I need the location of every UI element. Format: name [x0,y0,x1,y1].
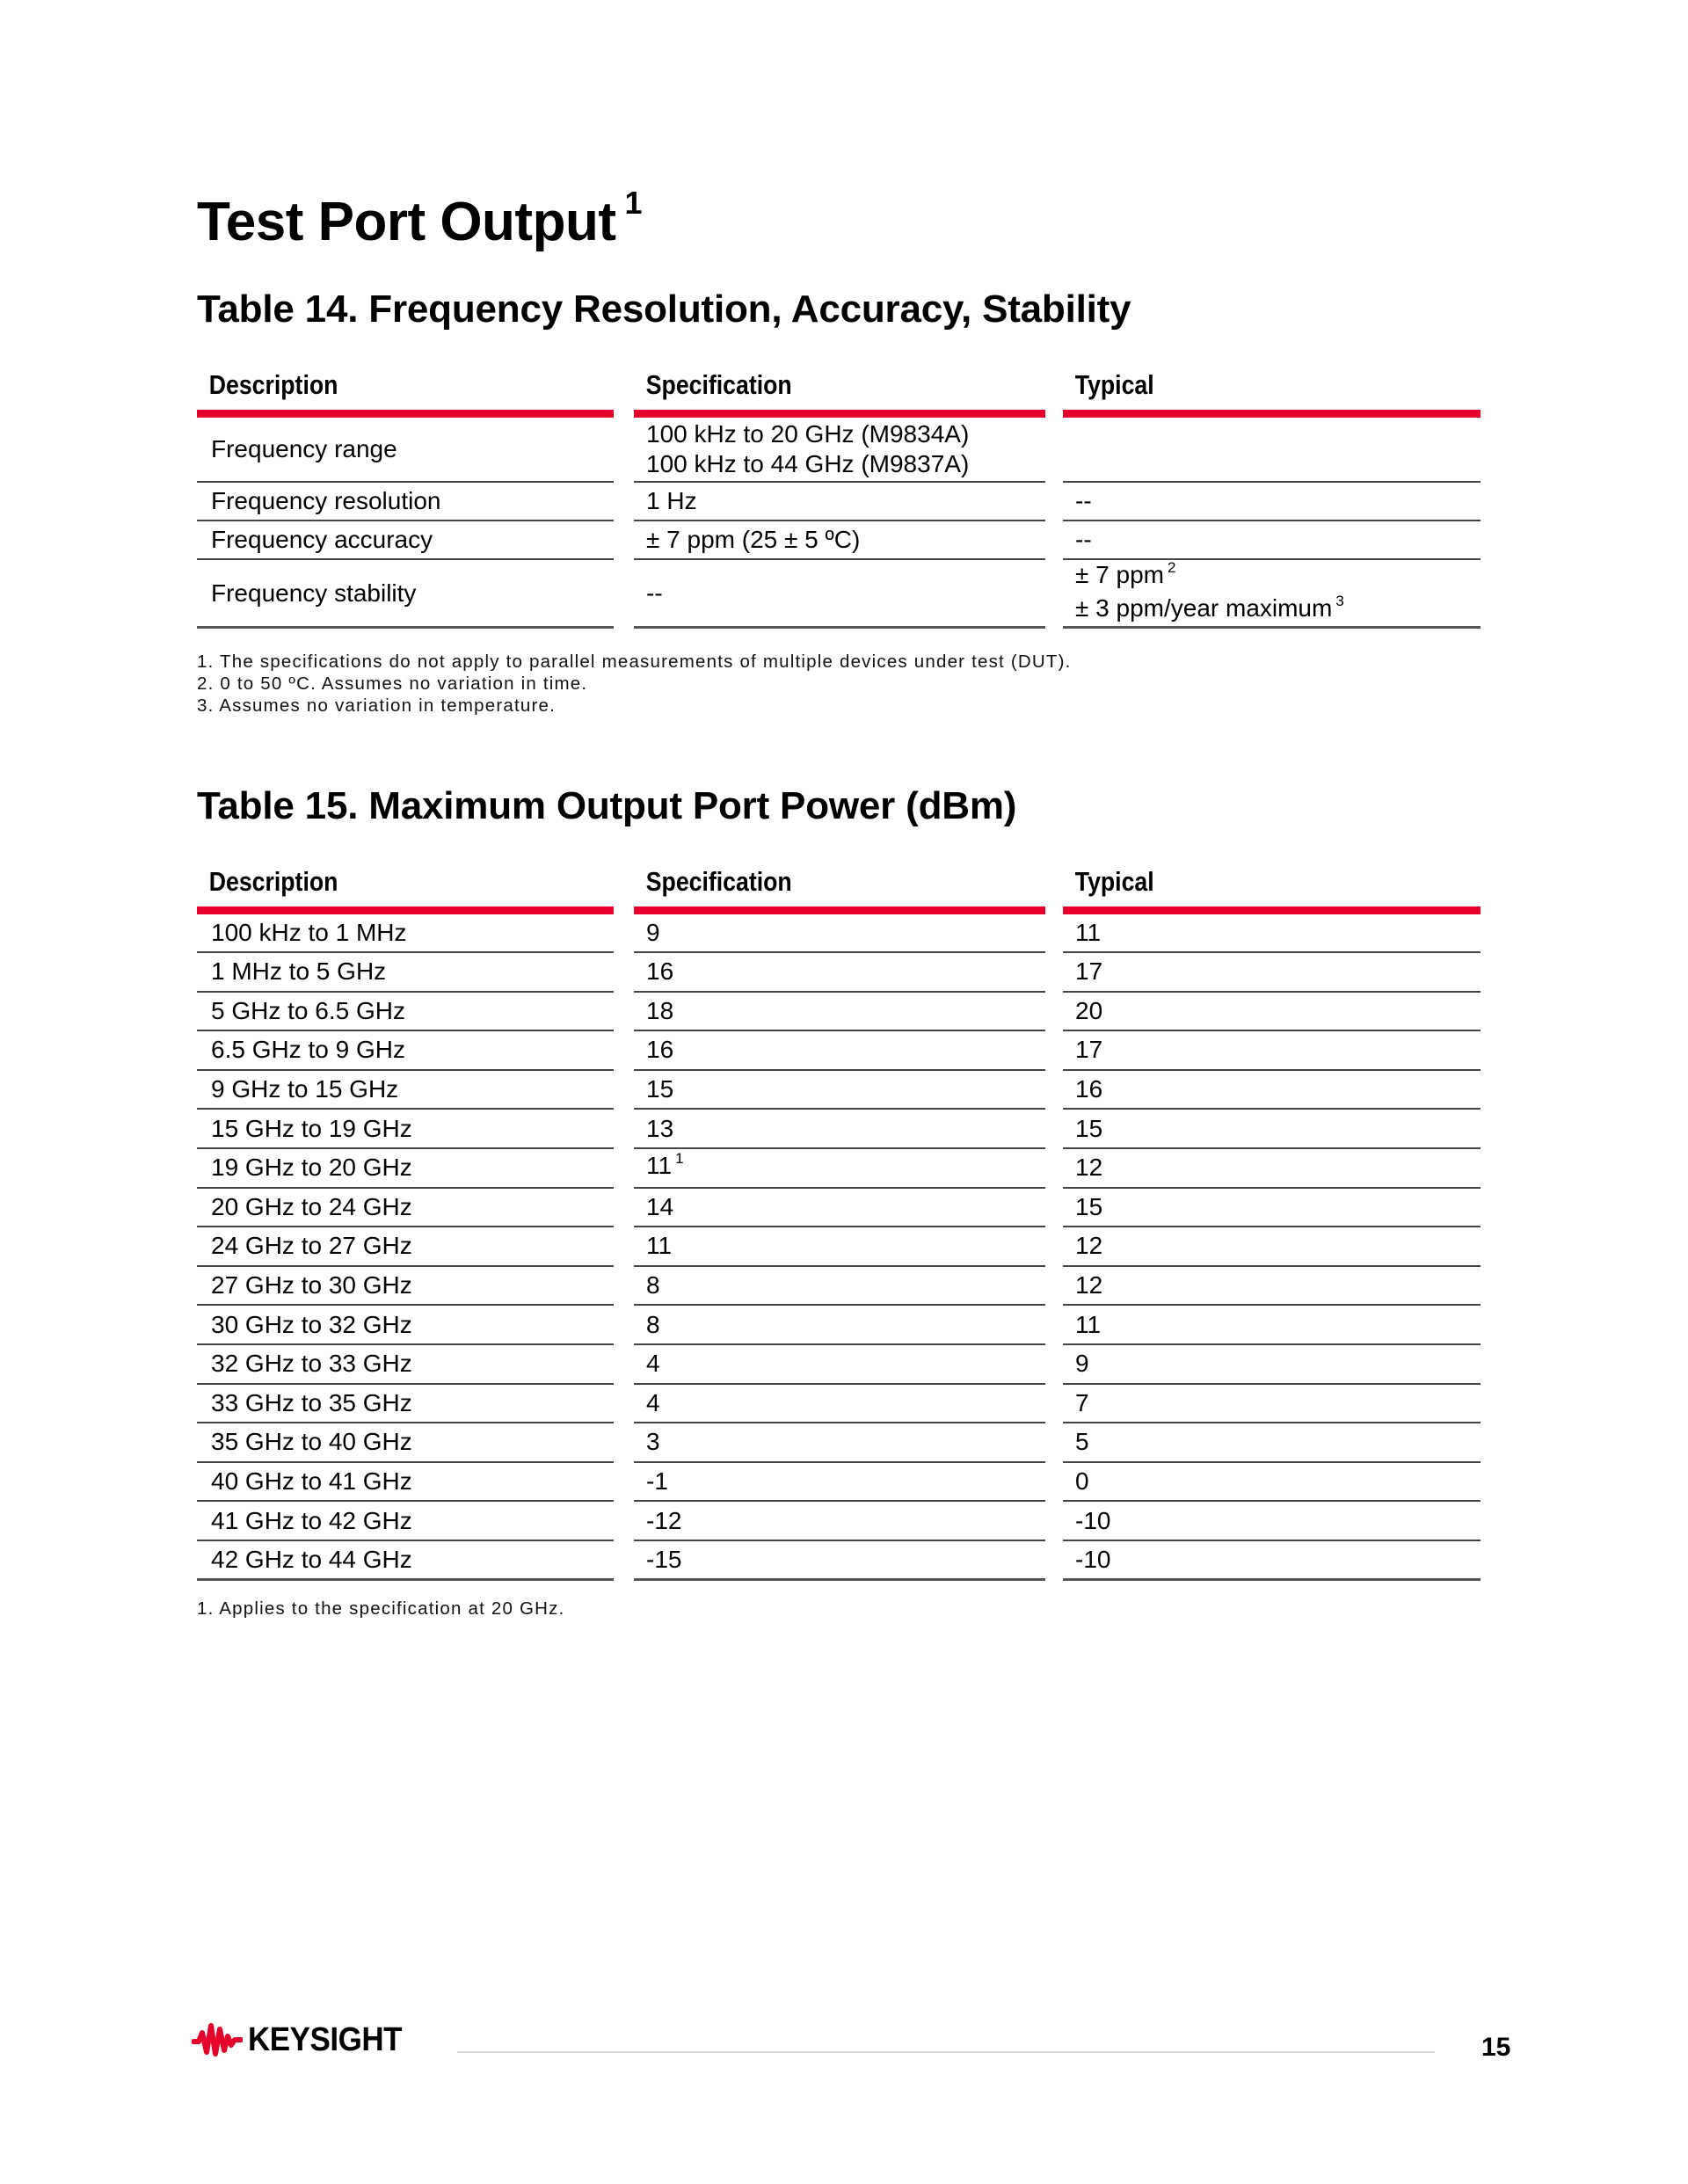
cell-text: 16 [1075,1075,1103,1103]
cell-line [197,918,614,948]
page-number: 15 [1481,2033,1511,2062]
table-row [195,1345,1481,1385]
cell-text: 27 GHz to 30 GHz [211,1271,412,1299]
typical-cell [1063,1541,1481,1581]
cell-line [197,1310,614,1340]
description-cell [197,1306,614,1345]
header-cell [634,857,1045,906]
table-row [195,1149,1481,1189]
typical-cell [1063,1227,1481,1267]
specification-cell [634,1345,1045,1385]
cell-line [197,1231,614,1261]
cell-line [634,525,1045,555]
cell-line [1063,1427,1481,1457]
cell-line [197,486,614,516]
specification-cell [634,1071,1045,1110]
typical-cell [1063,521,1481,560]
cell-text: 100 kHz to 1 MHz [211,919,407,946]
table-row [195,906,1481,953]
cell-line [197,1192,614,1222]
cell-text: 12 [1075,1232,1103,1260]
specification-cell [634,1149,1045,1189]
cell-text: 15 [1075,1192,1103,1220]
cell-text: 15 GHz to 19 GHz [211,1114,412,1142]
typical-cell [1063,1149,1481,1189]
cell-text: 17 [1075,957,1103,986]
cell-line [634,449,1045,479]
cell-text: 12 [1075,1271,1103,1299]
table-row [195,1541,1481,1581]
typical-cell [1063,1345,1481,1385]
cell-line [634,1192,1045,1222]
cell-line [1063,1192,1481,1222]
cell-text: -10 [1075,1506,1111,1534]
cell-line [197,1427,614,1457]
cell-text: 42 GHz to 44 GHz [211,1545,412,1573]
cell-line [197,1467,614,1496]
specification-cell [634,1227,1045,1267]
table-header-row [195,360,1481,410]
cell-text: 13 [646,1114,674,1142]
specification-cell [634,1031,1045,1071]
table-row [195,1110,1481,1149]
typical-cell [1063,1423,1481,1463]
cell-text: 8 [646,1310,660,1338]
table-row [195,1267,1481,1307]
cell-text: 19 GHz to 20 GHz [211,1154,412,1182]
cell-text: 33 GHz to 35 GHz [211,1388,412,1416]
cell-line [634,1151,1045,1184]
cell-text: 17 [1075,1036,1103,1064]
typical-cell [1063,1502,1481,1541]
specification-cell [634,1463,1045,1503]
typical-cell [1063,1385,1481,1424]
cell-line [634,486,1045,516]
cell-line [634,1349,1045,1379]
cell-line [634,1231,1045,1261]
table-row [195,993,1481,1032]
table-row [195,1071,1481,1110]
description-cell [197,1149,614,1189]
column-header: Specification [645,369,792,400]
description-cell [197,521,614,560]
typical-cell [1063,1189,1481,1228]
description-cell [197,1345,614,1385]
cell-line [1063,918,1481,948]
cell-line [634,996,1045,1026]
table-row [195,1306,1481,1345]
cell-text: 1 Hz [646,487,697,514]
cell-line [1063,1545,1481,1575]
table-14-title: Table 14. Frequency Resolution, Accuracy, Stability [197,288,1131,331]
cell-text: 1 MHz to 5 GHz [211,957,387,986]
cell-line [1063,996,1481,1026]
description-cell [197,1463,614,1503]
cell-line [197,957,614,986]
column-header: Typical [1074,369,1154,400]
specification-cell [634,1267,1045,1307]
footnote-marker: 3 [1335,592,1344,609]
cell-line [197,1545,614,1575]
cell-line [1063,1074,1481,1104]
cell-text: 24 GHz to 27 GHz [211,1232,412,1260]
cell-text: -- [1075,526,1092,553]
title-footnote-marker: 1 [624,185,642,221]
cell-text: 5 [1075,1428,1089,1456]
cell-text: 7 [1075,1388,1089,1416]
cell-line [634,419,1045,449]
table-row [195,1031,1481,1071]
cell-line [1063,486,1481,516]
cell-line [634,579,1045,608]
cell-line [634,1427,1045,1457]
cell-text: -15 [646,1545,682,1573]
table-row [195,483,1481,521]
cell-text: 12 [1075,1154,1103,1182]
cell-text: Frequency range [211,435,397,462]
cell-text: 11 [646,1232,673,1260]
page-title [197,185,642,252]
cell-text: 18 [646,996,674,1024]
cell-text: 40 GHz to 41 GHz [211,1467,412,1496]
description-cell [197,560,614,629]
brand-name: KEYSIGHT [248,2020,403,2058]
cell-text: 20 GHz to 24 GHz [211,1192,412,1220]
specification-cell [634,993,1045,1032]
typical-cell [1063,1463,1481,1503]
cell-line [1063,1231,1481,1261]
specification-cell [634,483,1045,521]
header-cell [1063,360,1481,410]
cell-line [1063,957,1481,986]
cell-line [197,1074,614,1104]
cell-line [634,1310,1045,1340]
table-row [195,1423,1481,1463]
cell-line [634,1545,1045,1575]
cell-line [1063,525,1481,555]
description-cell [197,1423,614,1463]
footnote-marker: 2 [1167,558,1176,576]
cell-text: -10 [1075,1545,1111,1573]
table-15-footnotes [197,1598,564,1620]
cell-line [1063,1349,1481,1379]
specification-cell [634,953,1045,993]
description-cell [197,483,614,521]
typical-cell [1063,1031,1481,1071]
description-cell [197,410,614,483]
typical-cell [1063,953,1481,993]
typical-cell [1063,906,1481,953]
cell-text: 15 [1075,1114,1103,1142]
cell-text: 16 [646,957,674,986]
table-row [195,1227,1481,1267]
cell-text: 35 GHz to 40 GHz [211,1428,412,1456]
cell-line [197,1035,614,1065]
cell-line [1063,560,1481,593]
table-row [195,953,1481,993]
column-header: Description [208,866,338,897]
cell-line [197,434,614,464]
cell-text: 100 kHz to 20 GHz (M9834A) [646,420,970,448]
specification-cell [634,521,1045,560]
header-cell [634,360,1045,410]
cell-text: 100 kHz to 44 GHz (M9837A) [646,450,970,477]
cell-text: ± 7 ppm [1075,560,1164,588]
typical-cell [1063,1110,1481,1149]
table-row [195,521,1481,560]
cell-text: 16 [646,1036,674,1064]
table-row [195,410,1481,483]
cell-line [1063,1114,1481,1144]
footnote: 1. The specifications do not apply to parallel measurements of multiple devices under test (DUT). [197,652,1072,672]
cell-text: 3 [646,1428,660,1456]
cell-text: 0 [1075,1467,1089,1496]
footnote: 2. 0 to 50 ºC. Assumes no variation in time. [197,673,588,694]
cell-line [634,918,1045,948]
typical-cell [1063,483,1481,521]
header-cell [197,857,614,906]
description-cell [197,953,614,993]
typical-cell [1063,1306,1481,1345]
description-cell [197,1031,614,1071]
cell-line [197,1114,614,1144]
description-cell [197,1502,614,1541]
cell-line [634,1388,1045,1418]
description-cell [197,906,614,953]
cell-text: Frequency accuracy [211,526,433,553]
cell-line [197,996,614,1026]
page-title-text: Test Port Output [197,192,616,252]
header-cell [1063,857,1481,906]
cell-line [634,1074,1045,1104]
cell-text: 14 [646,1192,674,1220]
description-cell [197,1227,614,1267]
cell-line [634,1506,1045,1536]
cell-text: 11 [646,1152,673,1180]
footnote-marker: 1 [675,1150,684,1168]
cell-line [634,1114,1045,1144]
specification-cell [634,906,1045,953]
table-row [195,560,1481,629]
cell-text: ± 7 ppm (25 ± 5 ºC) [646,526,861,553]
description-cell [197,1071,614,1110]
cell-text: 8 [646,1271,660,1299]
typical-cell [1063,410,1481,483]
cell-text: 6.5 GHz to 9 GHz [211,1036,405,1064]
specification-cell [634,1541,1045,1581]
cell-line [1063,1310,1481,1340]
specification-cell [634,1385,1045,1424]
cell-line [1063,1035,1481,1065]
cell-line [197,1388,614,1418]
cell-text: 4 [646,1388,660,1416]
cell-line [1063,593,1481,627]
cell-line [1063,1270,1481,1300]
cell-text: 5 GHz to 6.5 GHz [211,996,405,1024]
table-14-footnotes [197,651,1072,717]
column-header: Description [208,369,338,400]
footnote: 1. Applies to the specification at 20 GHz. [197,1598,565,1619]
cell-text: 9 [646,919,660,946]
cell-text: 9 GHz to 15 GHz [211,1075,399,1103]
cell-text: 9 [1075,1350,1089,1378]
cell-line [634,1467,1045,1496]
cell-line [197,1506,614,1536]
keysight-logo [192,2016,415,2064]
cell-text: -1 [646,1467,668,1496]
typical-cell [1063,1267,1481,1307]
cell-text: -- [646,579,663,607]
table-14 [195,360,1481,629]
specification-cell [634,1306,1045,1345]
cell-line [197,1349,614,1379]
table-row [195,1502,1481,1541]
cell-text: 11 [1075,1310,1102,1338]
typical-cell [1063,560,1481,629]
specification-cell [634,1110,1045,1149]
cell-text: 15 [646,1075,674,1103]
table-row [195,1385,1481,1424]
description-cell [197,993,614,1032]
cell-line [634,957,1045,986]
table-15 [195,857,1481,1581]
table-row [195,1189,1481,1228]
cell-text: ± 3 ppm/year maximum [1075,593,1333,622]
description-cell [197,1385,614,1424]
description-cell [197,1110,614,1149]
table-header-row [195,857,1481,906]
cell-text: 41 GHz to 42 GHz [211,1506,412,1534]
specification-cell [634,1189,1045,1228]
cell-text: 11 [1075,919,1102,946]
specification-cell [634,1502,1045,1541]
header-cell [197,360,614,410]
cell-text: 30 GHz to 32 GHz [211,1310,412,1338]
cell-line [634,1035,1045,1065]
typical-cell [1063,993,1481,1032]
column-header: Typical [1074,866,1154,897]
cell-line [1063,1467,1481,1496]
cell-text: 20 [1075,996,1103,1024]
cell-line [634,1270,1045,1300]
cell-text: -12 [646,1506,682,1534]
footnote: 3. Assumes no variation in temperature. [197,695,557,716]
footer-divider [457,2051,1435,2053]
cell-text: -- [1075,487,1092,514]
keysight-wave-icon [192,2020,243,2059]
cell-line [197,1153,614,1183]
cell-line [197,525,614,555]
description-cell [197,1189,614,1228]
description-cell [197,1541,614,1581]
cell-text: Frequency stability [211,579,417,607]
specification-cell [634,560,1045,629]
cell-line [1063,1153,1481,1183]
cell-line [1063,1506,1481,1536]
cell-text: 4 [646,1350,660,1378]
typical-cell [1063,1071,1481,1110]
cell-line [197,579,614,608]
cell-line [197,1270,614,1300]
cell-text: 32 GHz to 33 GHz [211,1350,412,1378]
description-cell [197,1267,614,1307]
table-row [195,1463,1481,1503]
cell-line [1063,1388,1481,1418]
table-15-title: Table 15. Maximum Output Port Power (dBm) [197,784,1017,827]
column-header: Specification [645,866,792,897]
specification-cell [634,1423,1045,1463]
specification-cell [634,410,1045,483]
cell-text: Frequency resolution [211,487,441,514]
